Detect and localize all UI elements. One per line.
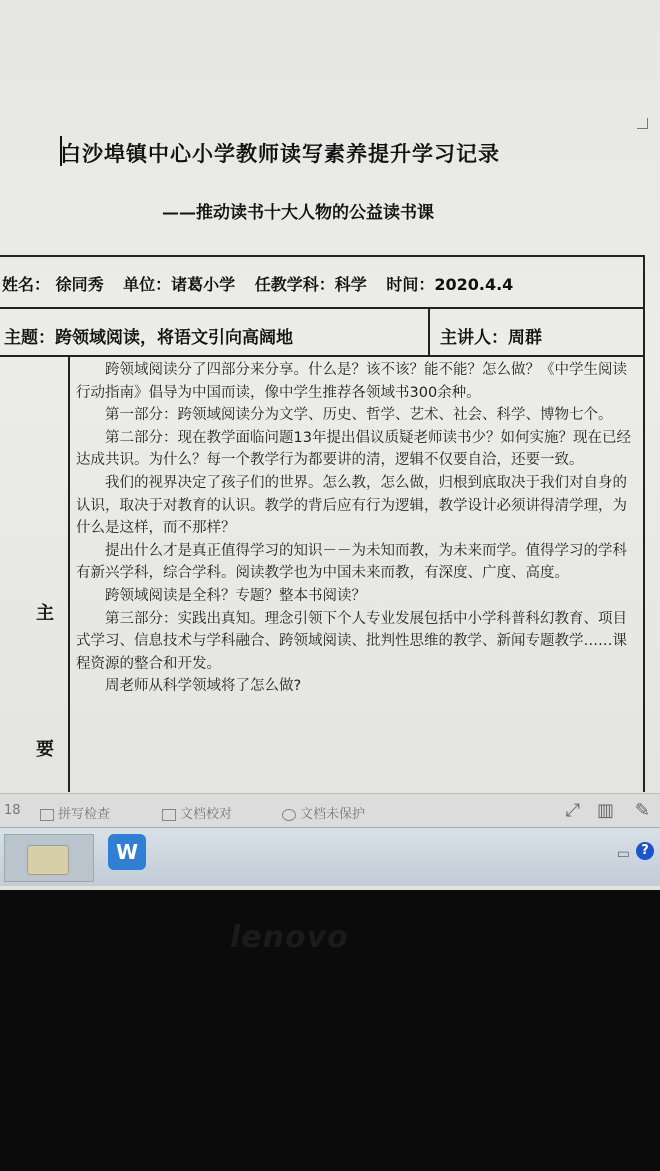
spell-check-label: 拼写检查: [58, 807, 111, 822]
margin-corner-mark: [637, 118, 648, 129]
laptop-bezel: [0, 890, 660, 1171]
teacher-info-row: [2, 272, 527, 295]
content-paragraph: 第三部分：实践出真知。理念引领下个人专业发展包括中小学科普科幻教育、项目式学习、信息技术与学科融合、跨领域阅读、批判性思维的教学、新闻专题教学……课程资源的整合和开发。: [76, 610, 627, 672]
taskbar-app-wps[interactable]: W: [108, 834, 146, 870]
tray-network-icon[interactable]: ▭: [616, 846, 630, 862]
table-divider: [68, 355, 70, 792]
name-field[interactable]: 姓名： 徐同秀: [2, 275, 104, 294]
edit-mode-icon[interactable]: ✎: [634, 800, 650, 821]
protection-icon: [282, 809, 296, 821]
fullscreen-icon[interactable]: ⤢: [565, 800, 580, 821]
spell-check-button[interactable]: [40, 803, 110, 822]
proofread-icon: [162, 809, 176, 821]
side-label: 主: [36, 603, 54, 624]
subject-field[interactable]: 任教学科：科学: [254, 275, 367, 294]
help-icon[interactable]: ?: [636, 842, 654, 860]
content-paragraph: 跨领域阅读分了四部分来分享。什么是？该不该？能不能？怎么做？《中学生阅读行动指南》倡导为中国而读，像中学生推荐各领域书300余种。: [76, 362, 627, 401]
protection-status-button[interactable]: [282, 803, 365, 822]
theme-cell[interactable]: 主题：跨领域阅读，将语文引向高阔地: [4, 328, 293, 348]
content-paragraph: 提出什么才是真正值得学习的知识－－为未知而教，为未来而学。值得学习的学科有新兴学科，综合学科。阅读教学也为中国未来而教，有深度、广度、高度。: [76, 542, 627, 582]
content-paragraph: 第一部分：跨领域阅读分为文学、历史、哲学、艺术、社会、科学、博物七个。: [105, 407, 613, 424]
record-table: [0, 255, 645, 792]
document-title[interactable]: 白沙埠镇中心小学教师读写素养提升学习记录: [60, 141, 500, 166]
proofread-label: 文档校对: [180, 807, 233, 822]
taskbar-app-explorer[interactable]: [4, 834, 94, 882]
taskbar: [0, 827, 660, 886]
content-paragraph: 跨领域阅读是全科？专题？整本书阅读？: [105, 587, 366, 604]
spell-check-icon: [40, 809, 54, 821]
main-content-cell[interactable]: [76, 359, 636, 698]
content-paragraph: 第二部分：现在教学面临问题13年提出倡议质疑老师读书少？如何实施？现在已经达成共识。为什么？每一个教学行为都要讲的清，逻辑不仅要自洽，还要一致。: [76, 429, 631, 469]
page-number: 18: [4, 803, 21, 818]
protection-label: 文档未保护: [300, 807, 366, 822]
table-divider: [0, 355, 643, 357]
status-bar: [0, 793, 660, 828]
side-label: 要: [36, 739, 54, 760]
unit-field[interactable]: 单位：诸葛小学: [123, 275, 236, 294]
document-subtitle[interactable]: ——推动读书十大人物的公益读书课: [162, 203, 434, 223]
proofread-button[interactable]: [162, 803, 232, 822]
table-divider: [428, 307, 430, 355]
reading-view-icon[interactable]: ▥: [596, 800, 614, 821]
time-field[interactable]: 时间：2020.4.4: [386, 275, 514, 294]
content-paragraph: 我们的视界决定了孩子们的世界。怎么教，怎么做，归根到底取决于我们对自身的认识，取决于对教育的认识。教学的背后应有行为逻辑，教学设计必须讲得清学理，为什么是这样，而不那样？: [76, 474, 627, 537]
speaker-cell[interactable]: 主讲人：周群: [440, 328, 542, 348]
table-divider: [0, 307, 643, 309]
brand-logo: lenovo: [230, 920, 349, 955]
content-paragraph: 周老师从科学领域将了怎么做?: [105, 678, 302, 695]
folder-icon: [27, 845, 69, 875]
